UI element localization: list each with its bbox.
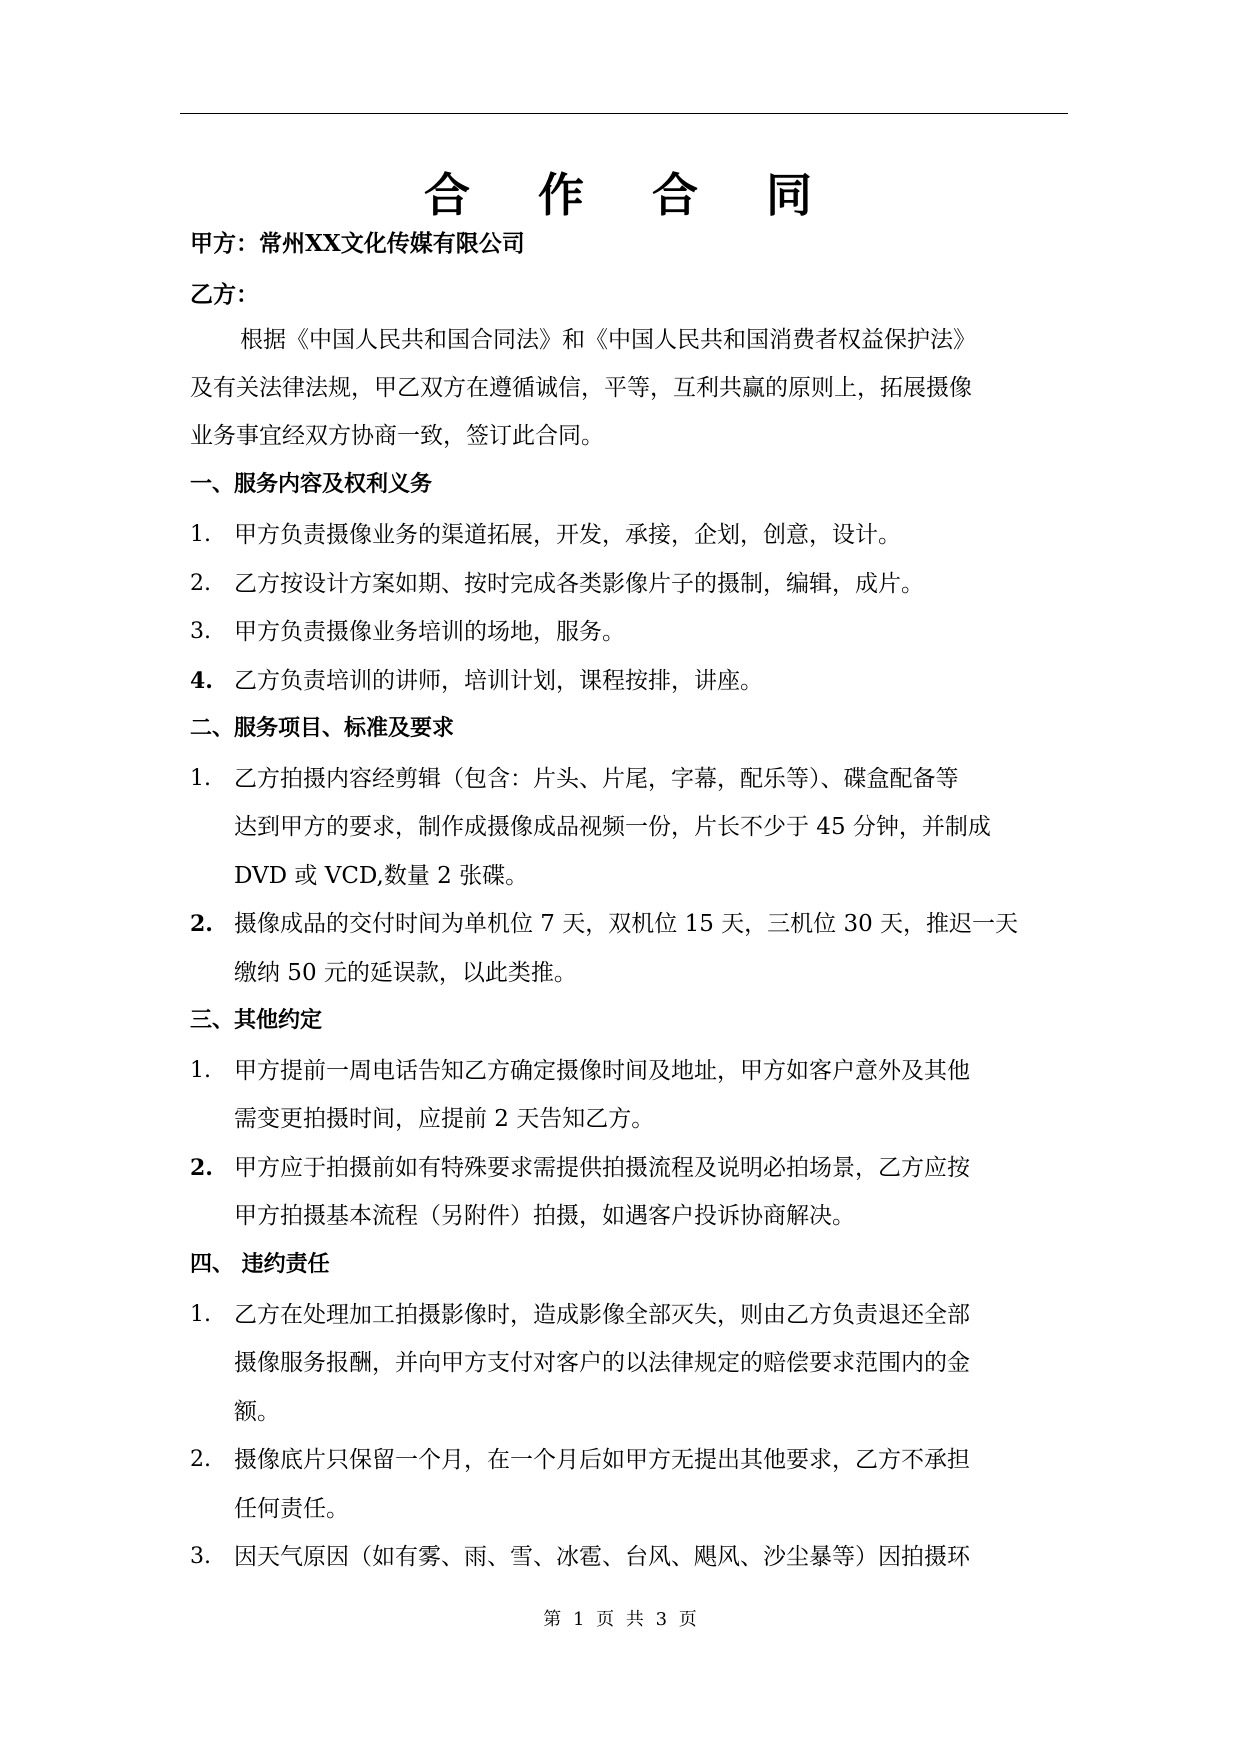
intro-line-2: 及有关法律法规，甲乙双方在遵循诚信，平等，互利共赢的原则上，拓展摄像: [190, 375, 972, 401]
header-rule: [180, 113, 1068, 114]
item-number: 4.: [190, 668, 213, 694]
item-number: 2.: [190, 1447, 211, 1472]
item-text: 摄像服务报酬，并向甲方支付对客户的以法律规定的赔偿要求范围内的金: [234, 1350, 970, 1376]
document-title: 合 作 合 同: [423, 168, 839, 222]
section-heading: 一、服务内容及权利义务: [190, 472, 433, 497]
item-number: 2.: [190, 911, 213, 937]
item-text: 甲方负责摄像业务培训的场地，服务。: [234, 619, 625, 645]
item-number: 3.: [190, 619, 211, 644]
item-text: 任何责任。: [234, 1496, 349, 1522]
item-number: 1.: [190, 522, 211, 547]
section-heading: 四、 违约责任: [190, 1252, 330, 1277]
page-footer: 第 1 页 共 3 页: [543, 1609, 697, 1630]
item-number: 1.: [190, 1058, 211, 1083]
section-heading: 二、服务项目、标准及要求: [190, 716, 455, 741]
item-text: 甲方负责摄像业务的渠道拓展，开发，承接，企划，创意，设计。: [234, 522, 901, 548]
item-text: DVD 或 VCD,数量 2 张碟。: [234, 863, 529, 889]
item-text: 需变更拍摄时间，应提前 2 天告知乙方。: [234, 1106, 655, 1132]
intro-line-3: 业务事宜经双方协商一致，签订此合同。: [190, 423, 604, 449]
item-text: 缴纳 50 元的延误款，以此类推。: [234, 960, 577, 986]
intro-line-1: 根据《中国人民共和国合同法》和《中国人民共和国消费者权益保护法》: [240, 327, 976, 353]
item-text: 额。: [234, 1399, 280, 1425]
item-text: 甲方拍摄基本流程（另附件）拍摄，如遇客户投诉协商解决。: [234, 1203, 855, 1229]
item-text: 摄像底片只保留一个月，在一个月后如甲方无提出其他要求，乙方不承担: [234, 1447, 970, 1473]
item-text: 乙方在处理加工拍摄影像时，造成影像全部灭失，则由乙方负责退还全部: [234, 1302, 970, 1328]
item-number: 2.: [190, 571, 211, 596]
item-text: 达到甲方的要求，制作成摄像成品视频一份，片长不少于 45 分钟，并制成: [234, 814, 991, 840]
item-text: 乙方按设计方案如期、按时完成各类影像片子的摄制，编辑，成片。: [234, 571, 924, 597]
item-number: 1.: [190, 766, 211, 791]
item-text: 甲方应于拍摄前如有特殊要求需提供拍摄流程及说明必拍场景，乙方应按: [234, 1155, 970, 1181]
item-number: 2.: [190, 1155, 213, 1181]
item-text: 乙方拍摄内容经剪辑（包含：片头、片尾，字幕，配乐等）、碟盒配备等: [234, 766, 959, 792]
item-text: 甲方提前一周电话告知乙方确定摄像时间及地址，甲方如客户意外及其他: [234, 1058, 970, 1084]
item-text: 乙方负责培训的讲师，培训计划，课程按排，讲座。: [234, 668, 763, 694]
item-number: 3.: [190, 1544, 211, 1569]
item-text: 摄像成品的交付时间为单机位 7 天，双机位 15 天，三机位 30 天，推迟一天: [234, 911, 1019, 937]
party-b: 乙方：: [190, 281, 259, 308]
item-text: 因天气原因（如有雾、雨、雪、冰雹、台风、飓风、沙尘暴等）因拍摄环: [234, 1544, 970, 1570]
item-number: 1.: [190, 1302, 211, 1327]
party-a: 甲方：常州XX文化传媒有限公司: [190, 230, 525, 257]
section-heading: 三、其他约定: [190, 1008, 323, 1033]
